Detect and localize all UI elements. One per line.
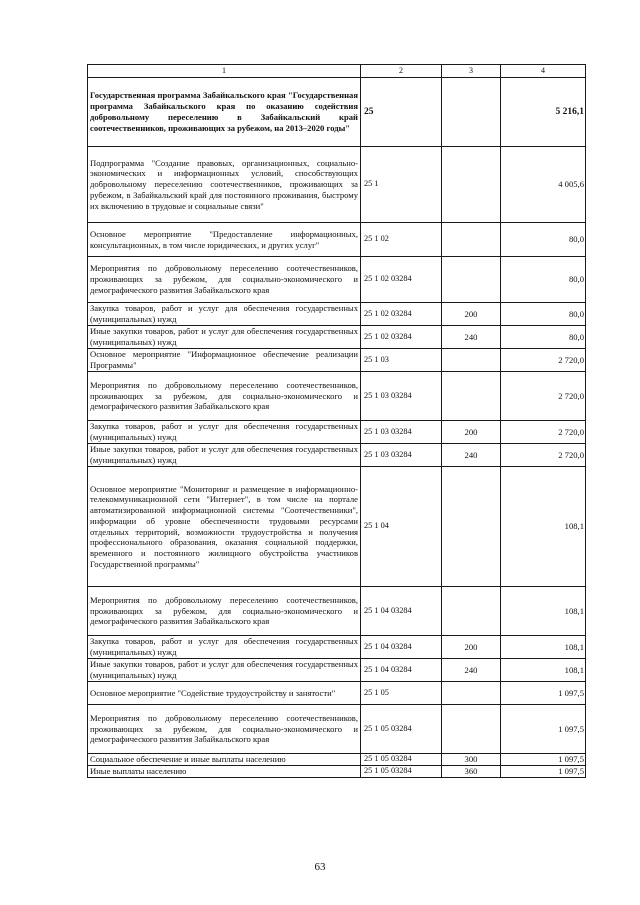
row-expense-type: 240 [442, 326, 501, 349]
page-number: 63 [314, 861, 326, 873]
row-amount: 80,0 [501, 257, 586, 303]
row-code: 25 1 03 [361, 349, 442, 372]
row-expense-type: 200 [442, 303, 501, 326]
table-row [88, 147, 586, 223]
row-name: Мероприятия по добровольному переселению соотечественников, проживающих за рубежом, для социально-экономического и демографического развития Забайкальского края [88, 705, 361, 754]
row-code: 25 1 03 03284 [361, 372, 442, 421]
row-name: Основное мероприятие "Предоставление информационных, консультационных, в том числе юридических, и других услуг" [88, 223, 361, 257]
row-name: Мероприятия по добровольному переселению соотечественников, проживающих за рубежом, для социально-экономического и демографического развития Забайкальского края [88, 372, 361, 421]
row-expense-type [442, 257, 501, 303]
row-expense-type: 240 [442, 444, 501, 467]
table-row [88, 372, 586, 421]
row-expense-type [442, 467, 501, 587]
column-header-3: 3 [442, 65, 501, 78]
row-amount: 2 720,0 [501, 444, 586, 467]
row-amount: 108,1 [501, 659, 586, 682]
row-amount: 1 097,5 [501, 682, 586, 705]
row-expense-type [442, 587, 501, 636]
table-row [88, 467, 586, 587]
row-name: Иные закупки товаров, работ и услуг для обеспечения государственных (муниципальных) нужд [88, 326, 361, 349]
row-amount: 5 216,1 [501, 78, 586, 147]
table-row [88, 78, 586, 147]
table-row [88, 257, 586, 303]
row-expense-type [442, 223, 501, 257]
table-header-row [88, 65, 586, 78]
row-name: Социальное обеспечение и иные выплаты населению [88, 754, 361, 766]
row-name: Основное мероприятие "Содействие трудоустройству и занятости" [88, 682, 361, 705]
row-name: Основное мероприятие "Мониторинг и размещение в информационно-телекоммуникационной сети "Интернет", в том числе на портале автоматизированной информационной системы "Соотечественники", информации об уровне обеспеченности трудовыми ресурсами отдельных территорий, возможности трудоустройства и получения профессионального образования, оказания социальной поддержки, временного и постоянного жилищного обустройства участников Государственной программы" [88, 467, 361, 587]
row-code: 25 1 02 03284 [361, 303, 442, 326]
row-code: 25 1 04 03284 [361, 659, 442, 682]
row-amount: 80,0 [501, 223, 586, 257]
column-header-1: 1 [88, 65, 361, 78]
row-amount: 4 005,6 [501, 147, 586, 223]
row-code: 25 1 05 03284 [361, 705, 442, 754]
row-expense-type [442, 705, 501, 754]
table-row [88, 421, 586, 444]
table-row [88, 659, 586, 682]
table-row [88, 682, 586, 705]
table-row [88, 766, 586, 778]
table-row [88, 444, 586, 467]
row-amount: 1 097,5 [501, 754, 586, 766]
row-amount: 108,1 [501, 587, 586, 636]
row-amount: 108,1 [501, 636, 586, 659]
row-code: 25 1 02 03284 [361, 326, 442, 349]
row-name: Иные закупки товаров, работ и услуг для обеспечения государственных (муниципальных) нужд [88, 444, 361, 467]
row-expense-type [442, 78, 501, 147]
table-row [88, 223, 586, 257]
row-code: 25 [361, 78, 442, 147]
table-row [88, 326, 586, 349]
row-name: Закупка товаров, работ и услуг для обеспечения государственных (муниципальных) нужд [88, 636, 361, 659]
budget-table [87, 64, 586, 778]
row-code: 25 1 02 [361, 223, 442, 257]
row-code: 25 1 03 03284 [361, 421, 442, 444]
row-expense-type [442, 372, 501, 421]
table-row [88, 636, 586, 659]
row-code: 25 1 04 [361, 467, 442, 587]
row-expense-type [442, 349, 501, 372]
column-header-2: 2 [361, 65, 442, 78]
row-expense-type: 240 [442, 659, 501, 682]
row-name: Мероприятия по добровольному переселению соотечественников, проживающих за рубежом, для социально-экономического и демографического развития Забайкальского края [88, 587, 361, 636]
row-expense-type [442, 682, 501, 705]
row-code: 25 1 04 03284 [361, 636, 442, 659]
table-row [88, 303, 586, 326]
table-row [88, 705, 586, 754]
row-name: Мероприятия по добровольному переселению соотечественников, проживающих за рубежом, для социально-экономического и демографического развития Забайкальского края [88, 257, 361, 303]
row-expense-type: 200 [442, 421, 501, 444]
row-code: 25 1 05 [361, 682, 442, 705]
row-expense-type: 200 [442, 636, 501, 659]
table-row [88, 754, 586, 766]
row-amount: 2 720,0 [501, 421, 586, 444]
row-expense-type: 300 [442, 754, 501, 766]
row-code: 25 1 04 03284 [361, 587, 442, 636]
row-code: 25 1 03 03284 [361, 444, 442, 467]
row-code: 25 1 [361, 147, 442, 223]
row-name: Основное мероприятие "Информационное обеспечение реализации Программы" [88, 349, 361, 372]
row-amount: 1 097,5 [501, 705, 586, 754]
row-amount: 2 720,0 [501, 349, 586, 372]
row-name: Иные закупки товаров, работ и услуг для обеспечения государственных (муниципальных) нужд [88, 659, 361, 682]
row-name: Государственная программа Забайкальского края "Государственная программа Забайкальского края по оказанию содействия добровольному переселению в Забайкальский край соотечественников, проживающих за рубежом, на 2013–2020 годы" [88, 78, 361, 147]
table-row [88, 587, 586, 636]
row-name: Иные выплаты населению [88, 766, 361, 778]
row-name: Подпрограмма "Создание правовых, организационных, социально-экономических и информационных условий, способствующих добровольному переселению соотечественников, проживающих за рубежом, в Забайкальский край для постоянного проживания, быстрому их включению в трудовые и социальные связи" [88, 147, 361, 223]
row-name: Закупка товаров, работ и услуг для обеспечения государственных (муниципальных) нужд [88, 421, 361, 444]
row-amount: 80,0 [501, 303, 586, 326]
row-code: 25 1 02 03284 [361, 257, 442, 303]
row-amount: 2 720,0 [501, 372, 586, 421]
row-amount: 1 097,5 [501, 766, 586, 778]
column-header-4: 4 [501, 65, 586, 78]
row-amount: 108,1 [501, 467, 586, 587]
row-expense-type: 360 [442, 766, 501, 778]
row-amount: 80,0 [501, 326, 586, 349]
row-code: 25 1 05 03284 [361, 754, 442, 766]
table-row [88, 349, 586, 372]
row-expense-type [442, 147, 501, 223]
row-code: 25 1 05 03284 [361, 766, 442, 778]
row-name: Закупка товаров, работ и услуг для обеспечения государственных (муниципальных) нужд [88, 303, 361, 326]
